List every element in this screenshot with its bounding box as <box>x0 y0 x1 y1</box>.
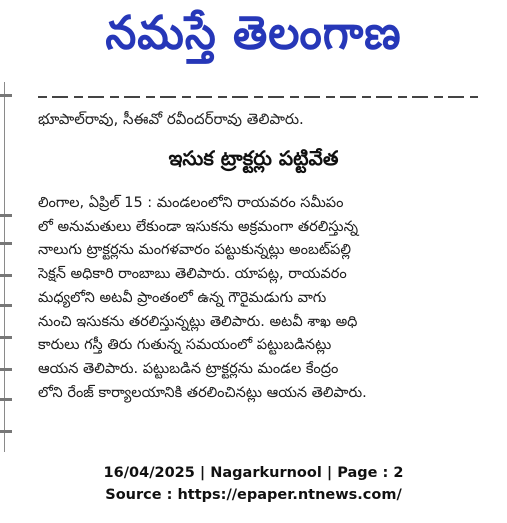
clipping-footer <box>0 462 507 506</box>
article-body-line: నుంచి ఇసుకను తరలిస్తున్నట్లు తెలిపారు. అటవీ శాఖ అధి <box>38 313 358 330</box>
margin-fragment <box>0 304 12 307</box>
previous-article-tail: భూపాల్‌రావు, సీఈవో రవీందర్‌రావు తెలిపారు. <box>38 110 304 128</box>
article-body-line: లో అనుమతులు లేకుండా ఇసుకను అక్రమంగా తరలిస్తున్న <box>38 218 359 235</box>
margin-fragment <box>0 242 12 245</box>
cropped-text-line <box>38 94 478 100</box>
article-body-line: లోని రేంజ్ కార్యాలయానికి తరలించినట్లు ఆయన తెలిపారు. <box>38 384 367 401</box>
margin-fragment <box>0 336 12 339</box>
article-body-line: కారులు గస్తీ తిరు గుతున్న సమయంలో పట్టుబడినట్లు <box>38 337 332 354</box>
article-body <box>38 192 478 405</box>
article-body-line: లింగాల, ఏప్రిల్ 15 : మండలంలోని రాయవరం సమీపం <box>38 195 344 211</box>
margin-fragment <box>0 430 12 433</box>
edition-info: 16/04/2025 | Nagarkurnool | Page : 2 <box>103 465 404 481</box>
margin-fragment <box>0 94 12 97</box>
column-rule <box>4 82 5 452</box>
margin-fragment <box>0 214 12 217</box>
source-info: Source : https://epaper.ntnews.com/ <box>105 487 402 503</box>
article-body-line: నాలుగు ట్రాక్టర్లను మంగళవారం పట్టుకున్నట్లు అంబట్‌పల్లి <box>38 242 351 259</box>
article-body-line: సెక్షన్ అధికారి రాంబాబు తెలిపారు. యాపట్ల, రాయవరం <box>38 266 347 283</box>
news-clipping <box>0 82 507 454</box>
margin-fragment <box>0 398 12 401</box>
article-body-line: మధ్యలోని అటవీ ప్రాంతంలో ఉన్న గౌరైమడుగు వాగు <box>38 289 327 306</box>
article-body-line: ఆయన తెలిపారు. పట్టుబడిన ట్రాక్టర్లను మండల కేంద్రం <box>38 360 339 377</box>
margin-fragment <box>0 368 12 371</box>
newspaper-masthead <box>0 0 507 78</box>
article-headline: ఇసుక ట్రాక్టర్లు పట్టివేత <box>168 146 339 170</box>
margin-fragment <box>0 274 12 277</box>
masthead-title: నమస్తే తెలంగాణ <box>105 6 402 60</box>
